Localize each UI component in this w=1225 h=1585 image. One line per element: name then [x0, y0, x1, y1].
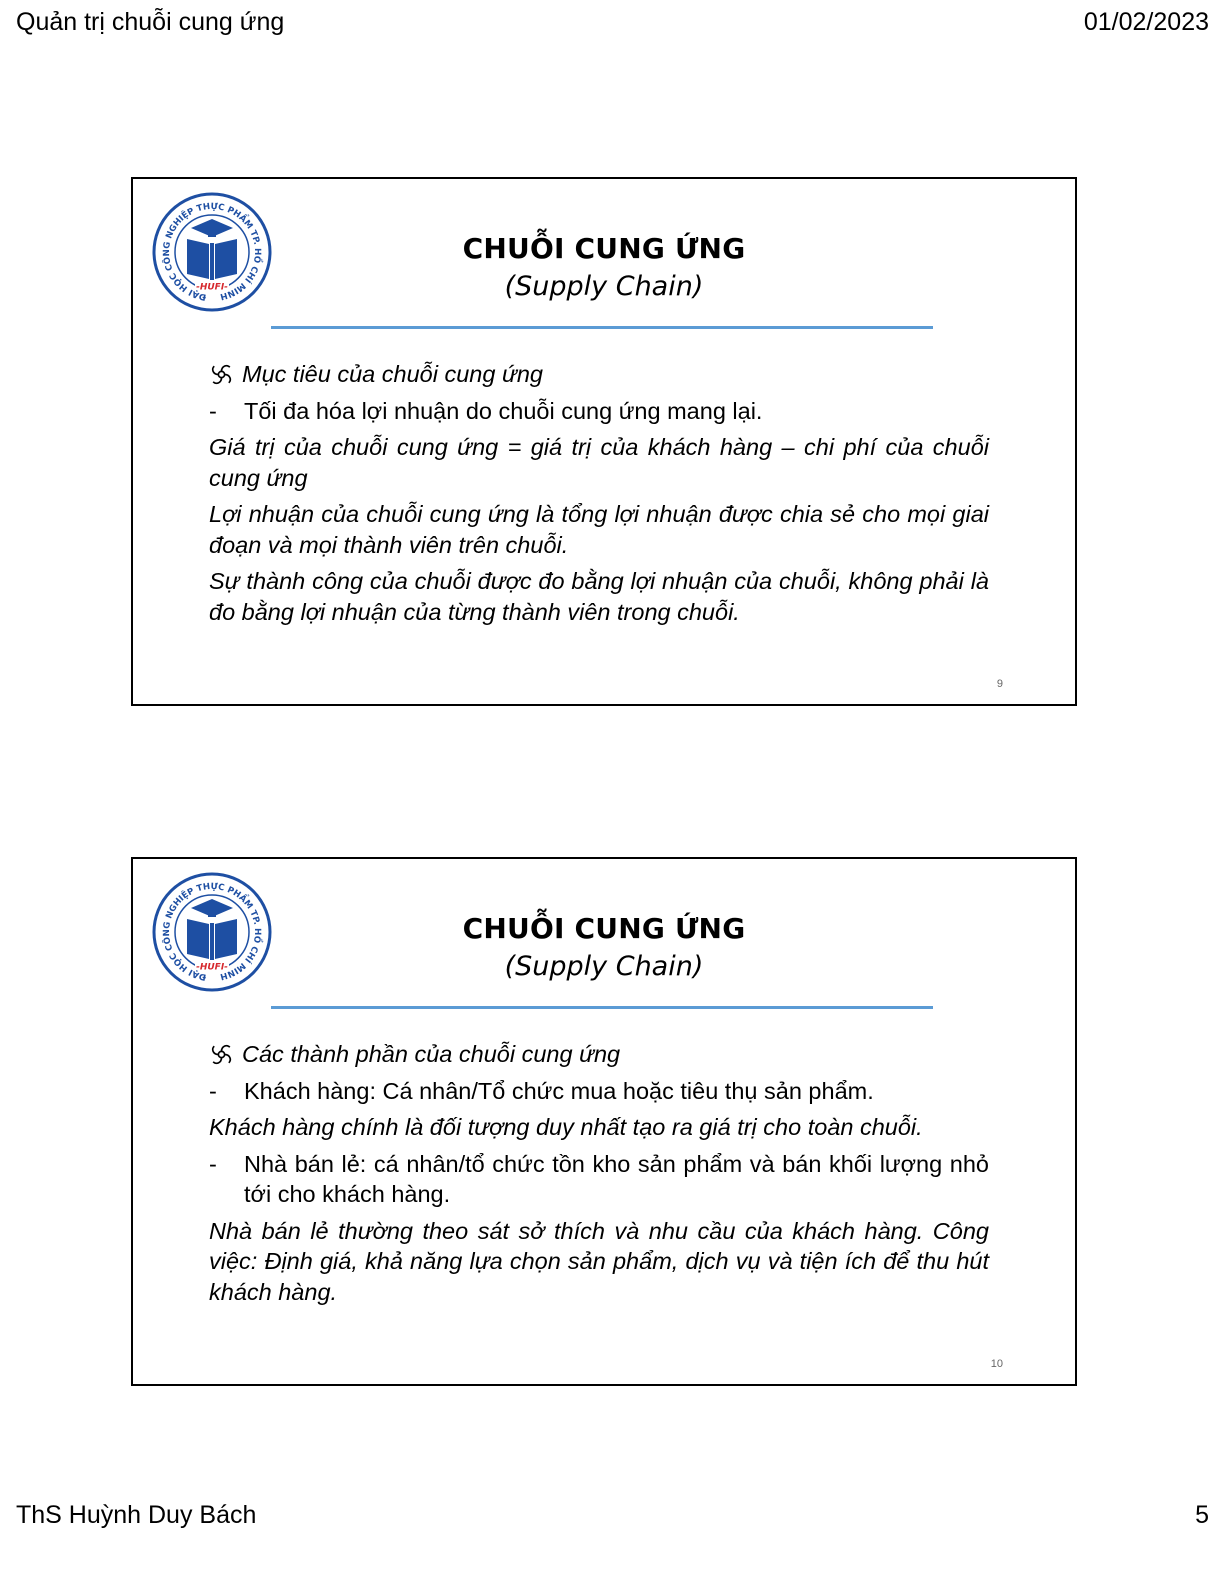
- dash-item-text: Khách hàng: Cá nhân/Tổ chức mua hoặc tiêu thụ sản phẩm.: [244, 1077, 874, 1104]
- dash-item: - Nhà bán lẻ: cá nhân/tổ chức tồn kho sản phẩm và bán khối lượng nhỏ tới cho khách hàng.: [209, 1149, 989, 1210]
- course-title: Quản trị chuỗi cung ứng: [16, 8, 285, 36]
- dash-item: - Tối đa hóa lợi nhuận do chuỗi cung ứng mang lại.: [209, 396, 989, 427]
- swirl-bullet-icon: [209, 362, 234, 387]
- paragraph: Khách hàng chính là đối tượng duy nhất tạo ra giá trị cho toàn chuỗi.: [209, 1114, 923, 1140]
- slide-10: [131, 857, 1077, 1386]
- section-heading-text: Mục tiêu của chuỗi cung ứng: [242, 361, 543, 387]
- paragraph: Lợi nhuận của chuỗi cung ứng là tổng lợi nhuận được chia sẻ cho mọi giai đoạn và mọi thành viên trên chuỗi.: [209, 501, 989, 558]
- section-heading: [209, 1039, 989, 1070]
- paragraph: Sự thành công của chuỗi được đo bằng lợi nhuận của chuỗi, không phải là đo bằng lợi nhuận của từng thành viên trong chuỗi.: [209, 568, 989, 625]
- dash-item-text: Nhà bán lẻ: cá nhân/tổ chức tồn kho sản phẩm và bán khối lượng nhỏ tới cho khách hàng.: [244, 1150, 989, 1207]
- section-heading-text: Các thành phần của chuỗi cung ứng: [242, 1041, 621, 1067]
- slide-title: CHUỖI CUNG ỨNG: [462, 912, 746, 945]
- slide-title: CHUỖI CUNG ỨNG: [462, 232, 746, 265]
- slide-subtitle: (Supply Chain): [504, 271, 704, 302]
- footer-page-number: 5: [1195, 1501, 1209, 1529]
- paragraph: Nhà bán lẻ thường theo sát sở thích và nhu cầu của khách hàng. Công việc: Định giá, khả năng lựa chọn sản phẩm, dịch vụ và tiện ích để thu hút khách hàng.: [209, 1217, 989, 1305]
- swirl-bullet-icon: [209, 1042, 234, 1067]
- slide-subtitle: (Supply Chain): [504, 951, 704, 982]
- footer-author: ThS Huỳnh Duy Bách: [16, 1501, 257, 1529]
- slide-content: [209, 359, 989, 633]
- header-date: 01/02/2023: [1083, 8, 1209, 36]
- title-divider: [271, 1006, 933, 1009]
- slide-content: [209, 1039, 989, 1313]
- section-heading: [209, 359, 989, 390]
- page-footer: [16, 1500, 1209, 1530]
- logo-badge-text: -HUFI-: [196, 962, 228, 973]
- title-divider: [271, 326, 933, 329]
- slide-9: [131, 177, 1077, 706]
- logo-ring-text: ĐẠI HỌC CÔNG NGHIỆP THỰC PHẨM TP. HỒ CHÍ MINH: [161, 881, 263, 982]
- slide-number: 9: [996, 678, 1003, 690]
- slide-number: 10: [990, 1358, 1003, 1370]
- logo-badge-text: -HUFI-: [196, 282, 228, 293]
- logo-ring-text: ĐẠI HỌC CÔNG NGHIỆP THỰC PHẨM TP. HỒ CHÍ MINH: [161, 201, 263, 302]
- dash-item-text: Tối đa hóa lợi nhuận do chuỗi cung ứng mang lại.: [244, 397, 763, 424]
- dash-item: - Khách hàng: Cá nhân/Tổ chức mua hoặc tiêu thụ sản phẩm.: [209, 1076, 989, 1107]
- page-header: [16, 7, 1209, 37]
- paragraph: Giá trị của chuỗi cung ứng = giá trị của khách hàng – chi phí của chuỗi cung ứng: [209, 434, 989, 491]
